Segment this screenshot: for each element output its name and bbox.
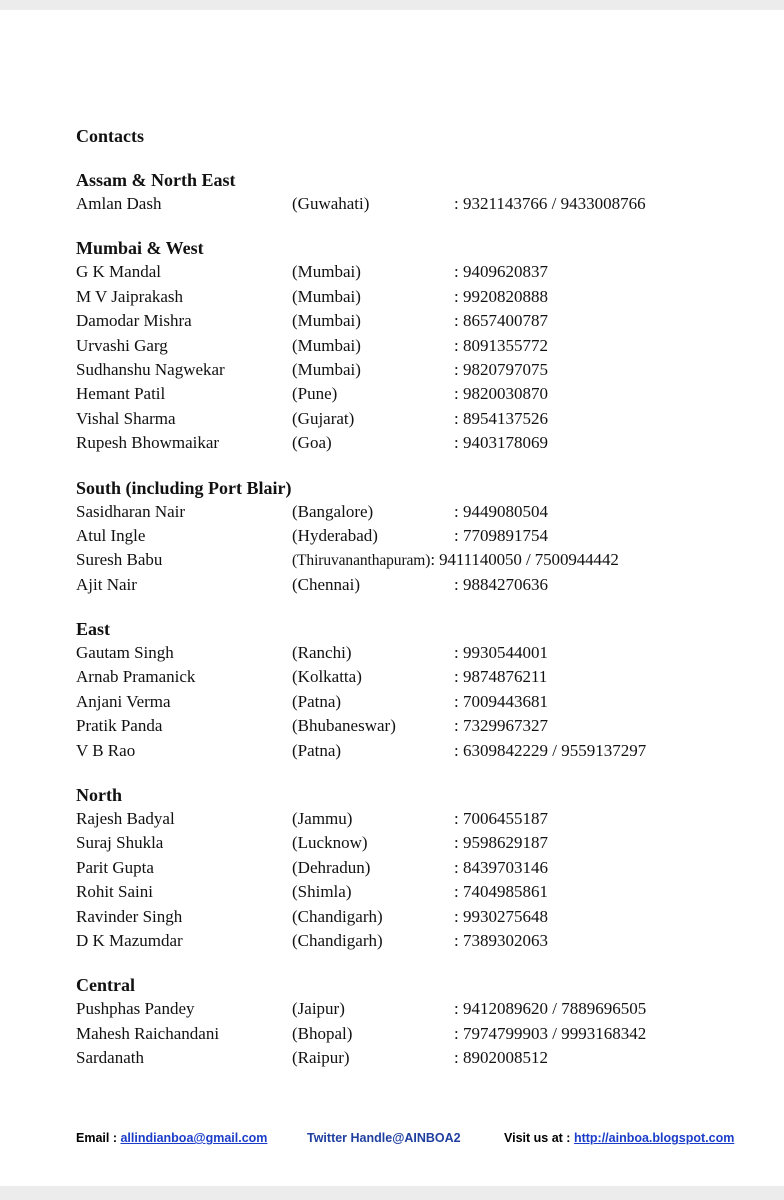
contact-name: Pratik Panda [76, 716, 163, 736]
contact-city: (Jammu) [292, 809, 353, 829]
contact-phone: : 7329967327 [454, 716, 548, 736]
section-heading: East [76, 619, 111, 640]
email-link[interactable]: allindianboa@gmail.com [120, 1131, 268, 1145]
contact-city: (Patna) [292, 740, 342, 760]
contact-row [76, 690, 736, 714]
contact-city: (Mumbai) [292, 359, 361, 379]
section-east [76, 617, 736, 763]
contact-phone: : 9598629187 [454, 833, 548, 853]
contact-name: M V Jaiprakash [76, 286, 184, 306]
contact-phone: : 9820797075 [454, 359, 548, 379]
contact-row [76, 309, 736, 333]
section-heading: North [76, 785, 122, 806]
contact-row [76, 856, 736, 880]
contact-phone: : 8954137526 [454, 408, 548, 428]
contact-city: (Hyderabad) [292, 525, 378, 545]
contact-row [76, 905, 736, 929]
contact-row [76, 929, 736, 953]
section-heading: Mumbai & West [76, 238, 204, 259]
section-mumbai-west [76, 236, 736, 455]
contact-row [76, 641, 736, 665]
section-north [76, 783, 736, 953]
contact-city: (Mumbai) [292, 311, 361, 331]
contact-phone: : 6309842229 / 9559137297 [454, 740, 647, 760]
contact-city: (Kolkatta) [292, 667, 362, 687]
contact-row [76, 524, 736, 548]
contact-city: (Lucknow) [292, 833, 368, 853]
section-central [76, 973, 736, 1070]
contact-name: Rupesh Bhowmaikar [76, 433, 220, 453]
contact-phone: : 9930275648 [454, 906, 548, 926]
contact-name: Ravinder Singh [76, 906, 183, 926]
contact-city: (Bhubaneswar) [292, 716, 396, 736]
contact-city-text: (Thiruvananthapuram) [292, 552, 431, 570]
contact-phone: : 8902008512 [454, 1048, 548, 1068]
contacts-document [76, 124, 736, 1071]
contact-phone: : 7006455187 [454, 809, 548, 829]
contact-city: (Guwahati) [292, 194, 370, 213]
contact-city: (Patna) [292, 691, 342, 711]
contact-row [76, 1022, 736, 1046]
contact-row [76, 260, 736, 284]
contact-phone: : 7709891754 [454, 525, 548, 545]
contact-name: D K Mazumdar [76, 930, 183, 950]
section-assam-north-east [76, 168, 736, 216]
contact-phone: : 8657400787 [454, 311, 548, 331]
contact-city: (Jaipur) [292, 999, 345, 1019]
website-link[interactable]: http://ainboa.blogspot.com [573, 1131, 735, 1145]
contact-row [76, 358, 736, 382]
contact-city: (Pune) [292, 384, 338, 404]
contact-name: Sardanath [76, 1048, 144, 1068]
contact-row [76, 997, 736, 1021]
contact-row [76, 407, 736, 431]
contact-name: Parit Gupta [76, 857, 154, 877]
contact-row [76, 714, 736, 738]
contact-name: Sudhanshu Nagwekar [76, 359, 225, 379]
footer-email [76, 1131, 267, 1145]
contact-name: Sasidharan Nair [76, 501, 186, 521]
contact-phone: : 7009443681 [454, 691, 548, 711]
contact-phone: : 9930544001 [454, 643, 548, 663]
contact-city: (Gujarat) [292, 408, 355, 428]
contact-city: (Mumbai) [292, 335, 361, 355]
contact-phone: : 9411140050 / 7500944442 [430, 550, 619, 570]
contact-row [76, 573, 736, 597]
contact-name: Vishal Sharma [76, 408, 176, 428]
contact-name: Atul Ingle [76, 525, 146, 545]
contact-city: (Chennai) [292, 574, 360, 594]
contact-row [76, 334, 736, 358]
page-title: Contacts [76, 126, 144, 146]
contact-phone: : 7404985861 [454, 882, 548, 902]
contact-row [76, 382, 736, 406]
contact-name: Rohit Saini [76, 882, 153, 902]
contact-row [76, 831, 736, 855]
contact-city: (Goa) [292, 433, 332, 453]
contact-name: Ajit Nair [76, 574, 137, 594]
contact-city: (Shimla) [292, 882, 352, 902]
contact-row [76, 192, 736, 216]
contact-city [292, 548, 619, 573]
contact-city: (Bhopal) [292, 1023, 353, 1043]
contact-row [76, 548, 736, 572]
contact-row [76, 739, 736, 763]
footer-twitter-handle: Twitter Handle@AINBOA2 [307, 1131, 461, 1145]
contact-name: Urvashi Garg [76, 335, 168, 355]
contact-name: Damodar Mishra [76, 311, 192, 331]
contact-phone: : 8439703146 [454, 857, 548, 877]
contact-phone: : 8091355772 [454, 335, 548, 355]
contact-city: (Mumbai) [292, 286, 361, 306]
contact-phone: : 9820030870 [454, 384, 548, 404]
section-south [76, 476, 736, 598]
contact-city: (Raipur) [292, 1048, 350, 1068]
contact-phone: : 9321143766 / 9433008766 [454, 194, 646, 213]
contact-city: (Ranchi) [292, 643, 352, 663]
contact-name: Suraj Shukla [76, 833, 164, 853]
contact-name: V B Rao [76, 740, 136, 760]
contact-name: Hemant Patil [76, 384, 166, 404]
contact-name: Suresh Babu [76, 550, 163, 570]
contact-name: Mahesh Raichandani [76, 1023, 220, 1043]
contact-phone: : 9874876211 [454, 667, 548, 687]
section-heading: Assam & North East [76, 170, 236, 190]
contact-phone: : 7974799903 / 9993168342 [454, 1023, 647, 1043]
contact-row [76, 665, 736, 689]
section-heading: Central [76, 975, 135, 996]
contact-row [76, 500, 736, 524]
visit-label: Visit us at : [504, 1131, 574, 1145]
email-label: Email : [76, 1131, 121, 1145]
contact-phone: : 9884270636 [454, 574, 548, 594]
contact-name: Amlan Dash [76, 194, 162, 213]
footer-website [504, 1131, 734, 1145]
contact-name: Anjani Verma [76, 691, 171, 711]
contact-row [76, 880, 736, 904]
contact-row [76, 431, 736, 455]
contact-city: (Mumbai) [292, 262, 361, 282]
contact-city: (Chandigarh) [292, 906, 383, 926]
contact-phone: : 9920820888 [454, 286, 548, 306]
section-heading: South (including Port Blair) [76, 477, 292, 498]
contact-phone: : 9409620837 [454, 262, 548, 282]
contact-name: Rajesh Badyal [76, 809, 175, 829]
contact-name: Gautam Singh [76, 643, 174, 663]
contact-city: (Chandigarh) [292, 930, 383, 950]
contact-city: (Bangalore) [292, 501, 374, 521]
contact-phone: : 7389302063 [454, 930, 548, 950]
contact-phone: : 9403178069 [454, 433, 548, 453]
contact-row [76, 285, 736, 309]
contact-phone: : 9412089620 / 7889696505 [454, 999, 647, 1019]
contact-name: Pushphas Pandey [76, 999, 195, 1019]
contact-row [76, 1046, 736, 1070]
contact-row [76, 807, 736, 831]
document-page [0, 10, 784, 1186]
contact-phone: : 9449080504 [454, 501, 548, 521]
contact-name: Arnab Pramanick [76, 667, 196, 687]
contact-city: (Dehradun) [292, 857, 371, 877]
contact-name: G K Mandal [76, 262, 161, 282]
